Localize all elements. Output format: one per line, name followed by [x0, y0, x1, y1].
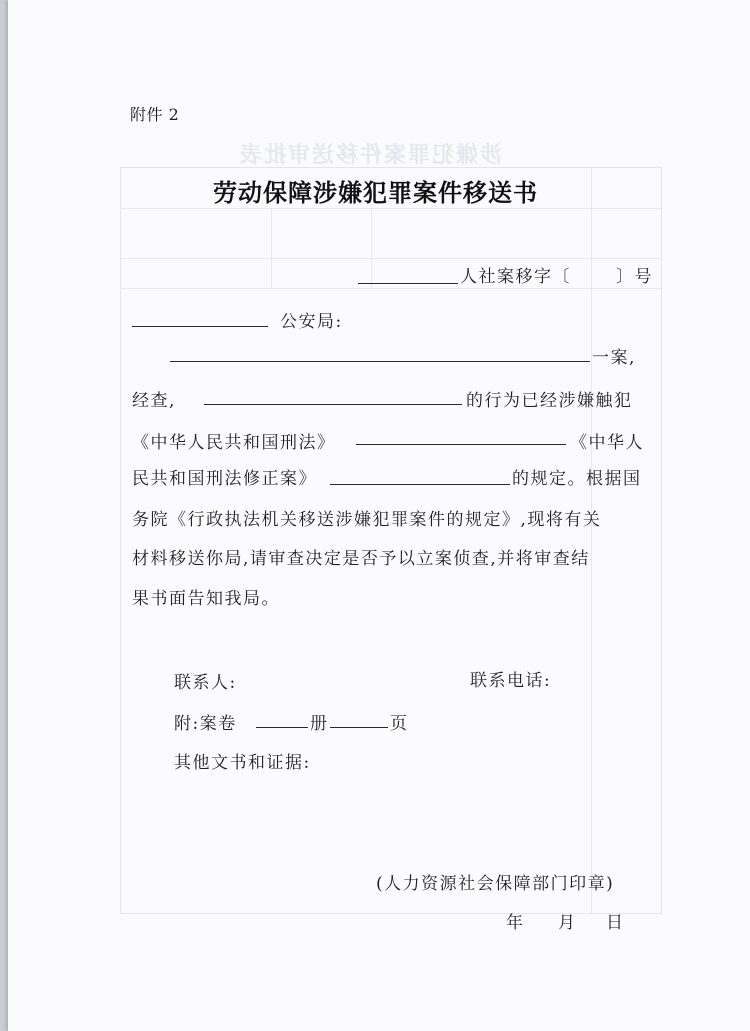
- attachments-prefix: 附:案卷: [174, 714, 237, 734]
- amendment-article-blank: [330, 484, 510, 485]
- ref-number-close: 〕号: [616, 267, 653, 287]
- addressee-suffix: 公安局:: [280, 312, 343, 332]
- document-page: [8, 0, 750, 1031]
- page-count-blank: [330, 727, 388, 728]
- volume-count-blank: [256, 727, 308, 728]
- attachments-volume-unit: 册: [310, 714, 329, 734]
- body-line2-prefix: 《中华人民共和国刑法》: [132, 433, 336, 453]
- body-line1-suffix: 的行为已经涉嫌触犯: [466, 391, 633, 411]
- ref-org-blank: [358, 283, 458, 284]
- date-month: 月: [558, 913, 577, 933]
- body-line5: 材料移送你局,请审查决定是否予以立案侦查,并将审查结: [132, 549, 590, 569]
- attachments-page-unit: 页: [390, 714, 409, 734]
- ref-number-suffix: 人社案移字〔: [460, 267, 571, 287]
- addressee-blank: [132, 326, 268, 327]
- seal-text: (人力资源社会保障部门印章): [376, 874, 615, 894]
- case-suffix: 一案,: [592, 348, 636, 368]
- date-year: 年: [506, 913, 525, 933]
- reverse-bleed-table: [120, 167, 662, 914]
- contact-phone-label: 联系电话:: [470, 671, 552, 691]
- body-line1-prefix: 经查,: [132, 391, 176, 411]
- reverse-bleed-title: 涉嫌犯罪案件移送审批表: [238, 142, 503, 168]
- law-article-blank: [356, 444, 566, 445]
- date-day: 日: [606, 913, 625, 933]
- document-title: 劳动保障涉嫌犯罪案件移送书: [213, 178, 538, 207]
- body-line2-suffix: 《中华人: [570, 433, 644, 453]
- case-name-blank: [170, 361, 590, 362]
- attachment-label: 附件 2: [130, 105, 180, 124]
- body-line4: 务院《行政执法机关移送涉嫌犯罪案件的规定》,现将有关: [132, 510, 602, 530]
- body-line6: 果书面告知我局。: [132, 589, 280, 609]
- suspect-blank: [204, 404, 462, 405]
- other-docs-label: 其他文书和证据:: [174, 753, 311, 773]
- body-line3-suffix: 的规定。根据国: [512, 469, 642, 489]
- body-line3-prefix: 民共和国刑法修正案》: [132, 469, 317, 489]
- contact-person-label: 联系人:: [174, 673, 237, 693]
